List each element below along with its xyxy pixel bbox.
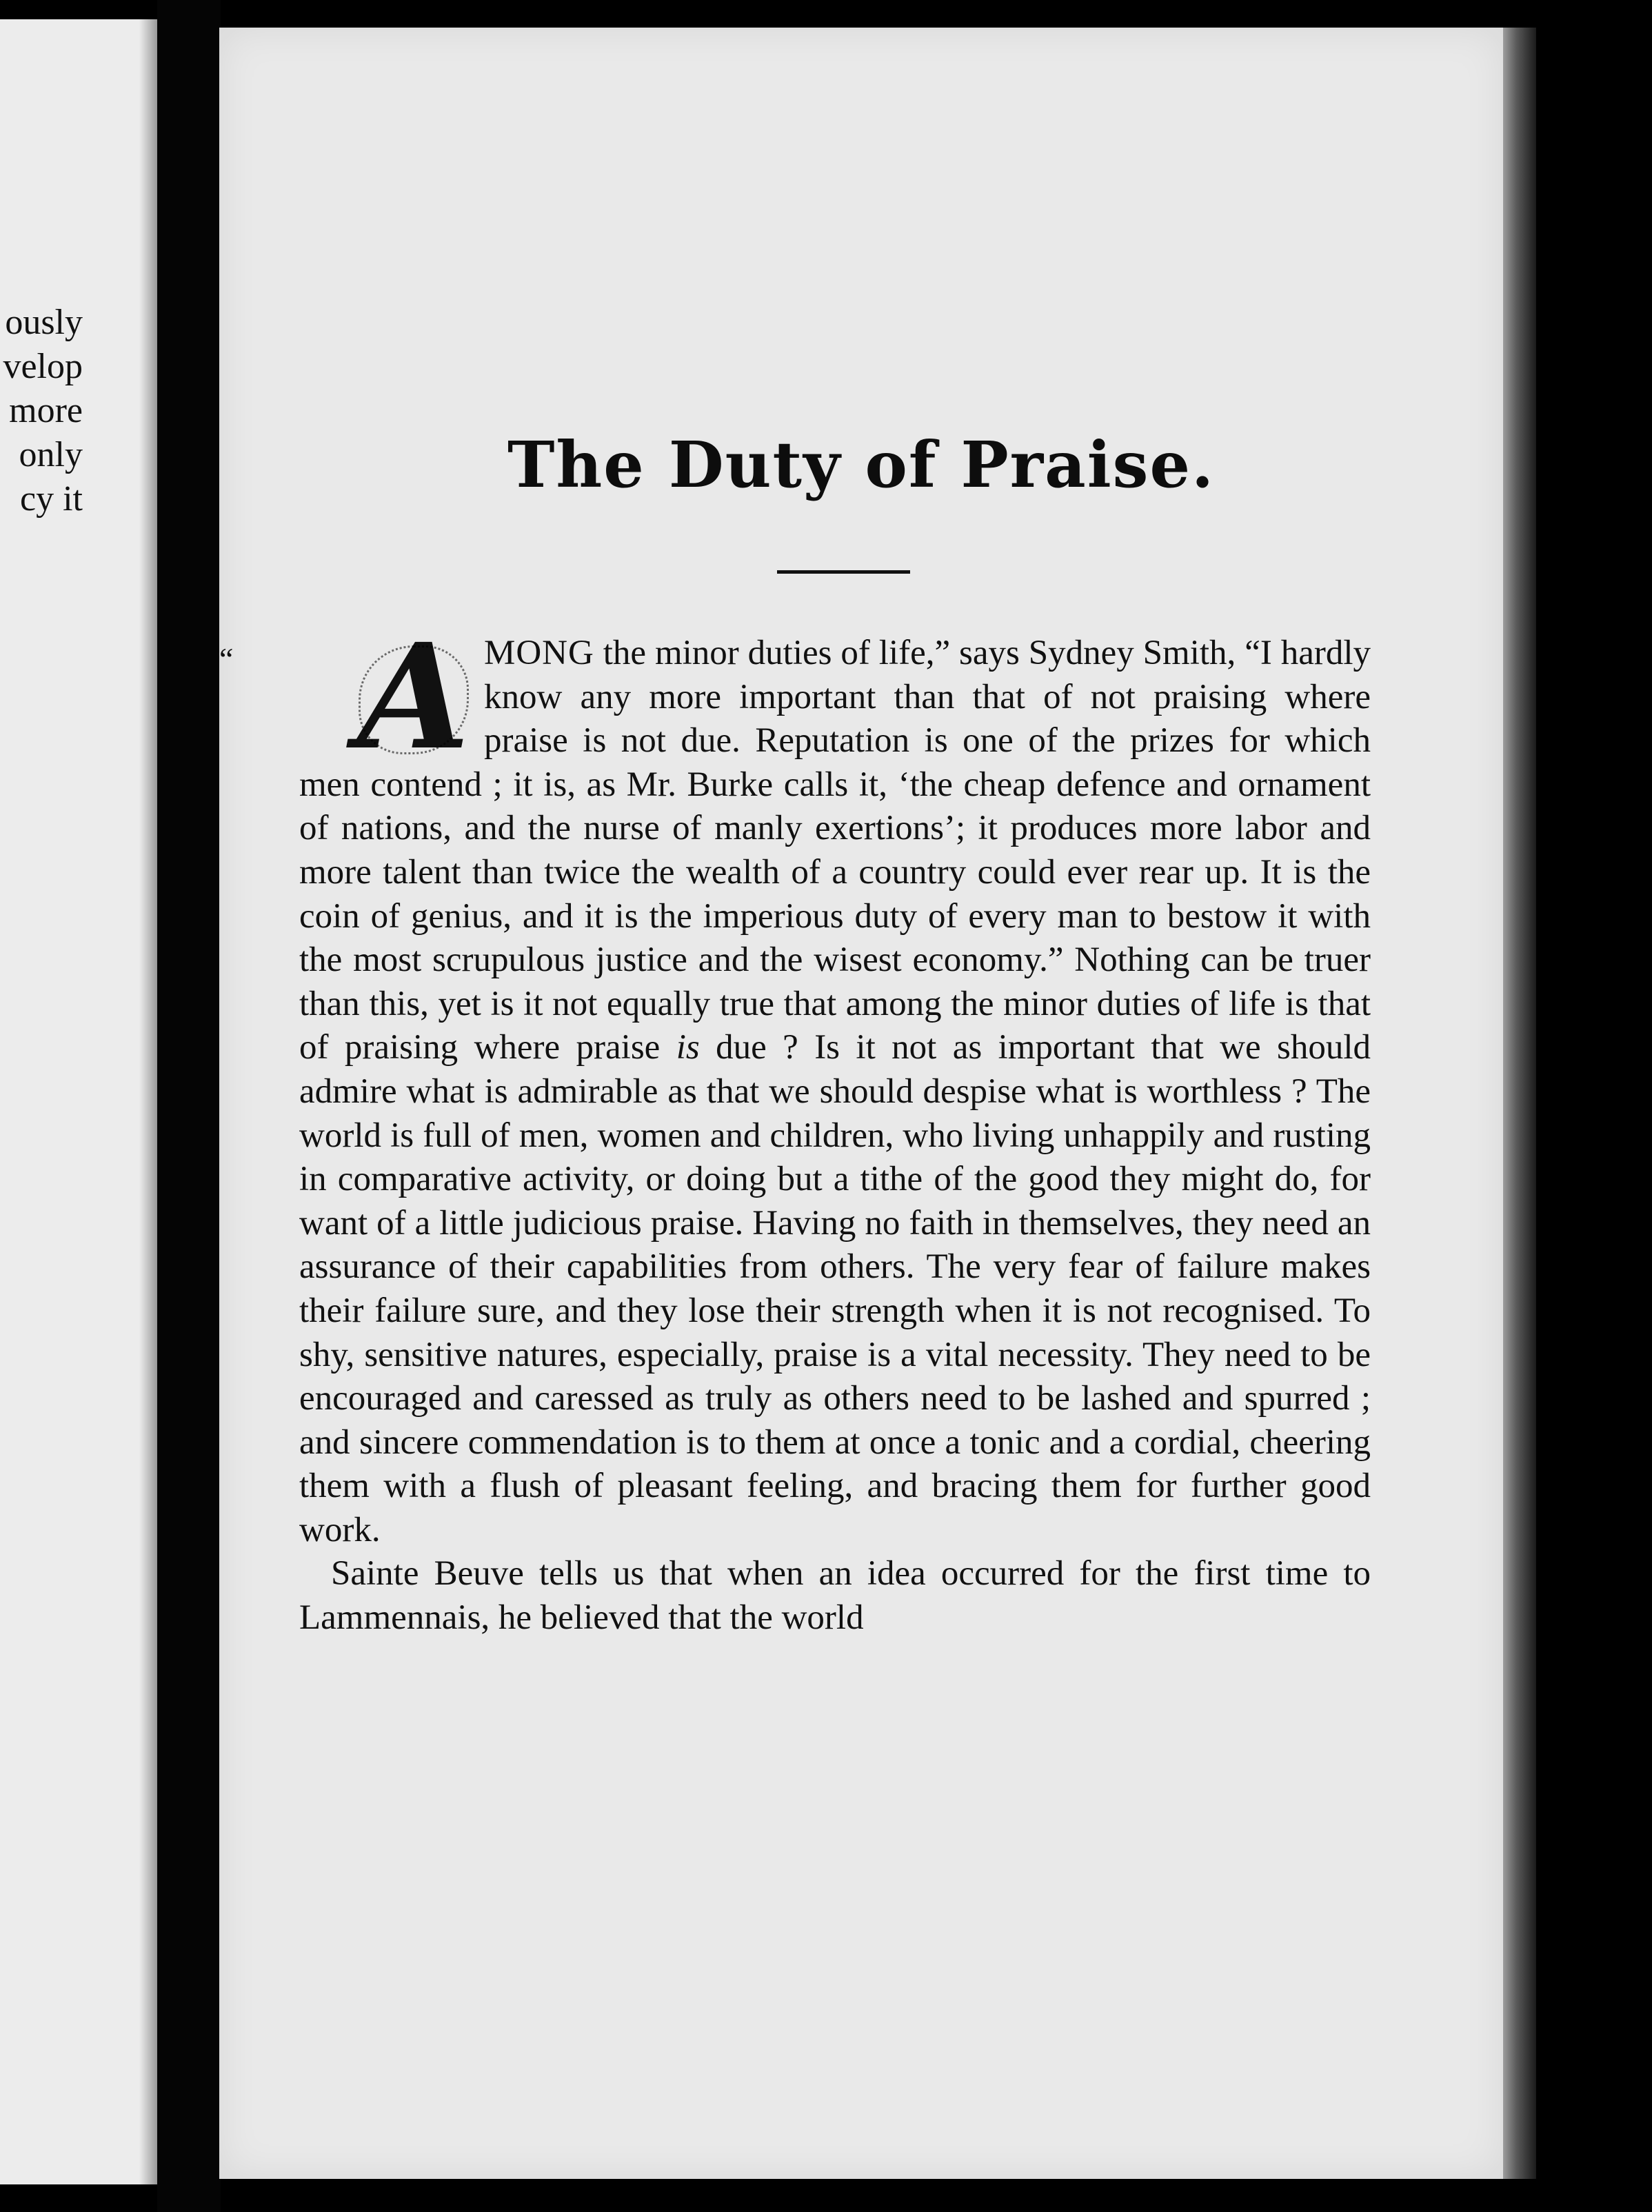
previous-page-line: only (19, 435, 83, 474)
page-title: The Duty of Praise. (507, 428, 1216, 502)
previous-page-line: ously (5, 303, 83, 342)
previous-page-text (3, 301, 83, 521)
emphasis-word: is (676, 1028, 700, 1067)
previous-page-line: cy it (20, 479, 83, 519)
paragraph-1-text-b: due ? Is it not as important that we should admire what is admirable as that we should despise what is worthless ? The world is full of men, women and children, who living unhappily and rusting in comparative activity, or doing but a tithe of the good they might do, for want of a little judicious praise. Having no faith in themselves, they need an assurance of their capabilities from others. The very fear of failure makes their failure sure, and they lose their strength when it is not recognised. To shy, sensitive natures, especially, praise is a vital necessity. They need to be encouraged and caressed as truly as others need to be lashed and spurred ; and sincere commendation is to them at once a tonic and a cordial, cheering them with a flush of pleasant feeling, and bracing them for further good work. (299, 1028, 1371, 1549)
paragraph-2: Sainte Beuve tells us that when an idea occurred for the first time to Lammennais, he believed that the world (299, 1554, 1371, 1638)
current-page (219, 28, 1503, 2179)
smallcaps-word: MONG (484, 634, 594, 672)
opening-quote-mark: “ (219, 641, 234, 676)
paragraph-1-text-a: the minor duties of life,” says Sydney Smith, “I hardly know any more important than that of not praising where praise is not due. Reputation is one of the prizes for which men contend ; it is, as Mr. Burke calls it, ‘the cheap defence and ornament of nations, and the nurse of manly exertions’; it produces more labor and more talent than twice the wealth of a country could ever rear up. It is the coin of genius, and it is the imperious duty of every man to bestow it with the most scrupulous justice and the wisest economy.” Nothing can be truer than this, yet is it not equally true that among the minor duties of life is that of praising where praise (299, 634, 1371, 1067)
drop-cap-initial: A (353, 632, 474, 760)
previous-page-line: more (9, 391, 83, 430)
page-edge-shadow (1503, 28, 1536, 2179)
previous-page (0, 19, 157, 2184)
title-rule (777, 570, 910, 574)
paragraph-1 (219, 612, 1371, 1552)
article-body (219, 612, 1371, 1640)
book-binding (157, 0, 221, 2212)
previous-page-line: velop (3, 347, 83, 386)
gutter-shadow (139, 19, 157, 2184)
